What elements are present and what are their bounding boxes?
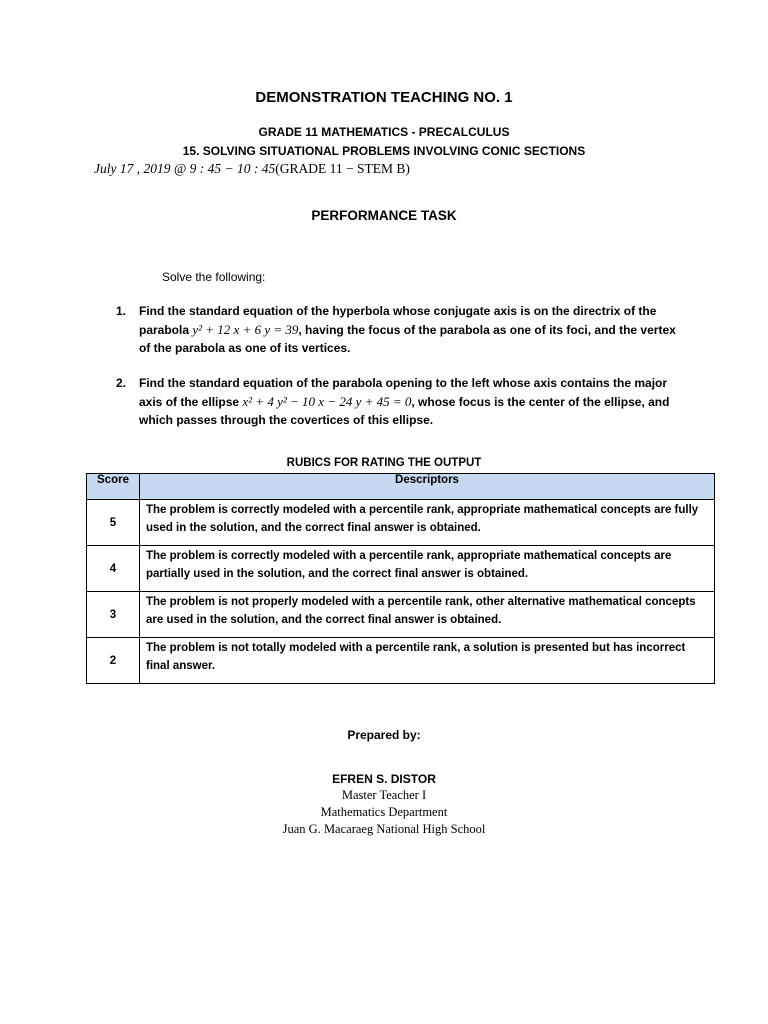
descriptor-cell: The problem is correctly modeled with a percentile rank, appropriate mathematical concepts are partially used in the solution, and the correct final answer is obtained.	[140, 546, 715, 592]
score-cell: 2	[87, 638, 140, 684]
problem-number: 2.	[116, 376, 127, 390]
preparer-name: EFREN S. DISTOR	[332, 772, 436, 786]
rubric-title: RUBICS FOR RATING THE OUTPUT	[286, 457, 482, 469]
table-row	[87, 546, 715, 592]
table-row	[87, 500, 715, 546]
problem-text-after: , whose focus is the center of the ellipse, and which passes through the covertices of this ellipse.	[139, 394, 670, 427]
score-cell: 5	[87, 500, 140, 546]
preparer-school: Juan G. Macaraeg National High School	[282, 822, 486, 836]
score-header: Score	[87, 474, 140, 500]
problem-number: 1.	[116, 304, 127, 318]
problem-equation: y² + 12 x + 6 y = 39	[192, 321, 299, 337]
problem-text-after: , having the focus of the parabola as one of its foci, and the vertex of the parabola as one of its vertices.	[139, 322, 676, 355]
prepared-by-label: Prepared by:	[347, 728, 421, 742]
table-row	[87, 592, 715, 638]
problem-text-before: Find the standard equation of the parabola opening to the left whose axis contains the major axis of the ellipse	[139, 376, 668, 409]
problem-2	[116, 374, 676, 430]
rubric-table	[86, 473, 715, 684]
class-section: (GRADE 11 − STEM B)	[275, 161, 410, 176]
topic-line: 15. SOLVING SITUATIONAL PROBLEMS INVOLVING CONIC SECTIONS	[182, 144, 586, 158]
rubric-header-row	[87, 474, 715, 500]
problem-equation: x² + 4 y² − 10 x − 24 y + 45 = 0	[242, 393, 412, 409]
problem-1	[116, 302, 676, 358]
score-cell: 4	[87, 546, 140, 592]
descriptor-cell: The problem is correctly modeled with a percentile rank, appropriate mathematical concepts are fully used in the solution, and the correct final answer is obtained.	[140, 500, 715, 546]
document-title: DEMONSTRATION TEACHING NO. 1	[255, 89, 513, 106]
table-row	[87, 638, 715, 684]
descriptors-header: Descriptors	[140, 474, 715, 500]
subject-line: GRADE 11 MATHEMATICS - PRECALCULUS	[258, 125, 510, 139]
score-cell: 3	[87, 592, 140, 638]
descriptor-cell: The problem is not totally modeled with a percentile rank, a solution is presented but has incorrect final answer.	[140, 638, 715, 684]
problem-text-before: Find the standard equation of the hyperbola whose conjugate axis is on the directrix of the parabola	[139, 304, 657, 337]
descriptor-cell: The problem is not properly modeled with a percentile rank, other alternative mathematical concepts are used in the solution, and the correct final answer is obtained.	[140, 592, 715, 638]
performance-task-heading: PERFORMANCE TASK	[311, 208, 457, 223]
preparer-position: Master Teacher I	[341, 788, 427, 802]
date-time: July 17 , 2019 @ 9 : 45 − 10 : 45	[94, 161, 276, 176]
date-line	[94, 161, 410, 177]
preparer-department: Mathematics Department	[320, 805, 448, 819]
instruction-text: Solve the following:	[162, 270, 266, 284]
